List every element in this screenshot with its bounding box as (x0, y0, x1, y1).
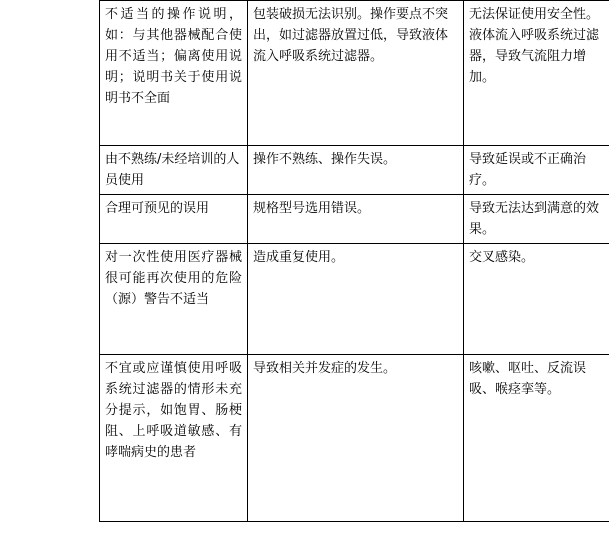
sequence-cell (248, 1, 464, 146)
sequence-text: 造成重复使用。 (253, 250, 345, 265)
harm-cell (464, 244, 609, 355)
hazard-text: 不宜或应谨慎使用呼吸系统过滤器的情形未充分提示，如饱胃、肠梗阻、上呼吸道敏感、有哮喘病史的患者 (105, 361, 242, 460)
sequence-cell (248, 244, 464, 355)
hazard-cell (100, 355, 248, 522)
harm-cell (464, 146, 609, 195)
hazard-cell (100, 195, 248, 244)
hazard-cell (100, 1, 248, 146)
hazard-text: 对一次性使用医疗器械很可能再次使用的危险（源）警告不适当 (105, 250, 242, 307)
table-row (100, 1, 609, 146)
hazard-cell (100, 146, 248, 195)
sequence-text: 包装破损无法识别。操作要点不突出，如过滤器放置过低，导致液体流入呼吸系统过滤器。 (253, 7, 449, 64)
sequence-text: 规格型号选用错误。 (253, 201, 371, 216)
harm-cell (464, 355, 609, 522)
table-row (100, 146, 609, 195)
hazard-text: 由不熟练/未经培训的人员使用 (105, 152, 240, 188)
sequence-cell (248, 146, 464, 195)
table-row (100, 355, 609, 522)
harm-text: 咳嗽、呕吐、反流误吸、喉痉挛等。 (469, 361, 587, 397)
risk-analysis-table (99, 0, 609, 522)
hazard-text: 合理可预见的误用 (105, 201, 210, 216)
sequence-text: 导致相关并发症的发生。 (253, 361, 397, 376)
harm-text: 导致延误或不正确治疗。 (469, 152, 587, 188)
harm-text: 无法保证使用安全性。液体流入呼吸系统过滤器，导致气流阻力增加。 (469, 7, 600, 85)
sequence-cell (248, 355, 464, 522)
harm-text: 导致无法达到满意的效果。 (469, 201, 600, 237)
hazard-cell (100, 244, 248, 355)
sequence-text: 操作不熟练、操作失误。 (253, 152, 397, 167)
sequence-cell (248, 195, 464, 244)
harm-text: 交叉感染。 (469, 250, 535, 265)
harm-cell (464, 1, 609, 146)
hazard-text: 不适当的操作说明，如：与其他器械配合使用不适当；偏离使用说明；说明书关于使用说明书不全面 (105, 7, 242, 106)
table-row (100, 244, 609, 355)
harm-cell (464, 195, 609, 244)
table-row (100, 195, 609, 244)
